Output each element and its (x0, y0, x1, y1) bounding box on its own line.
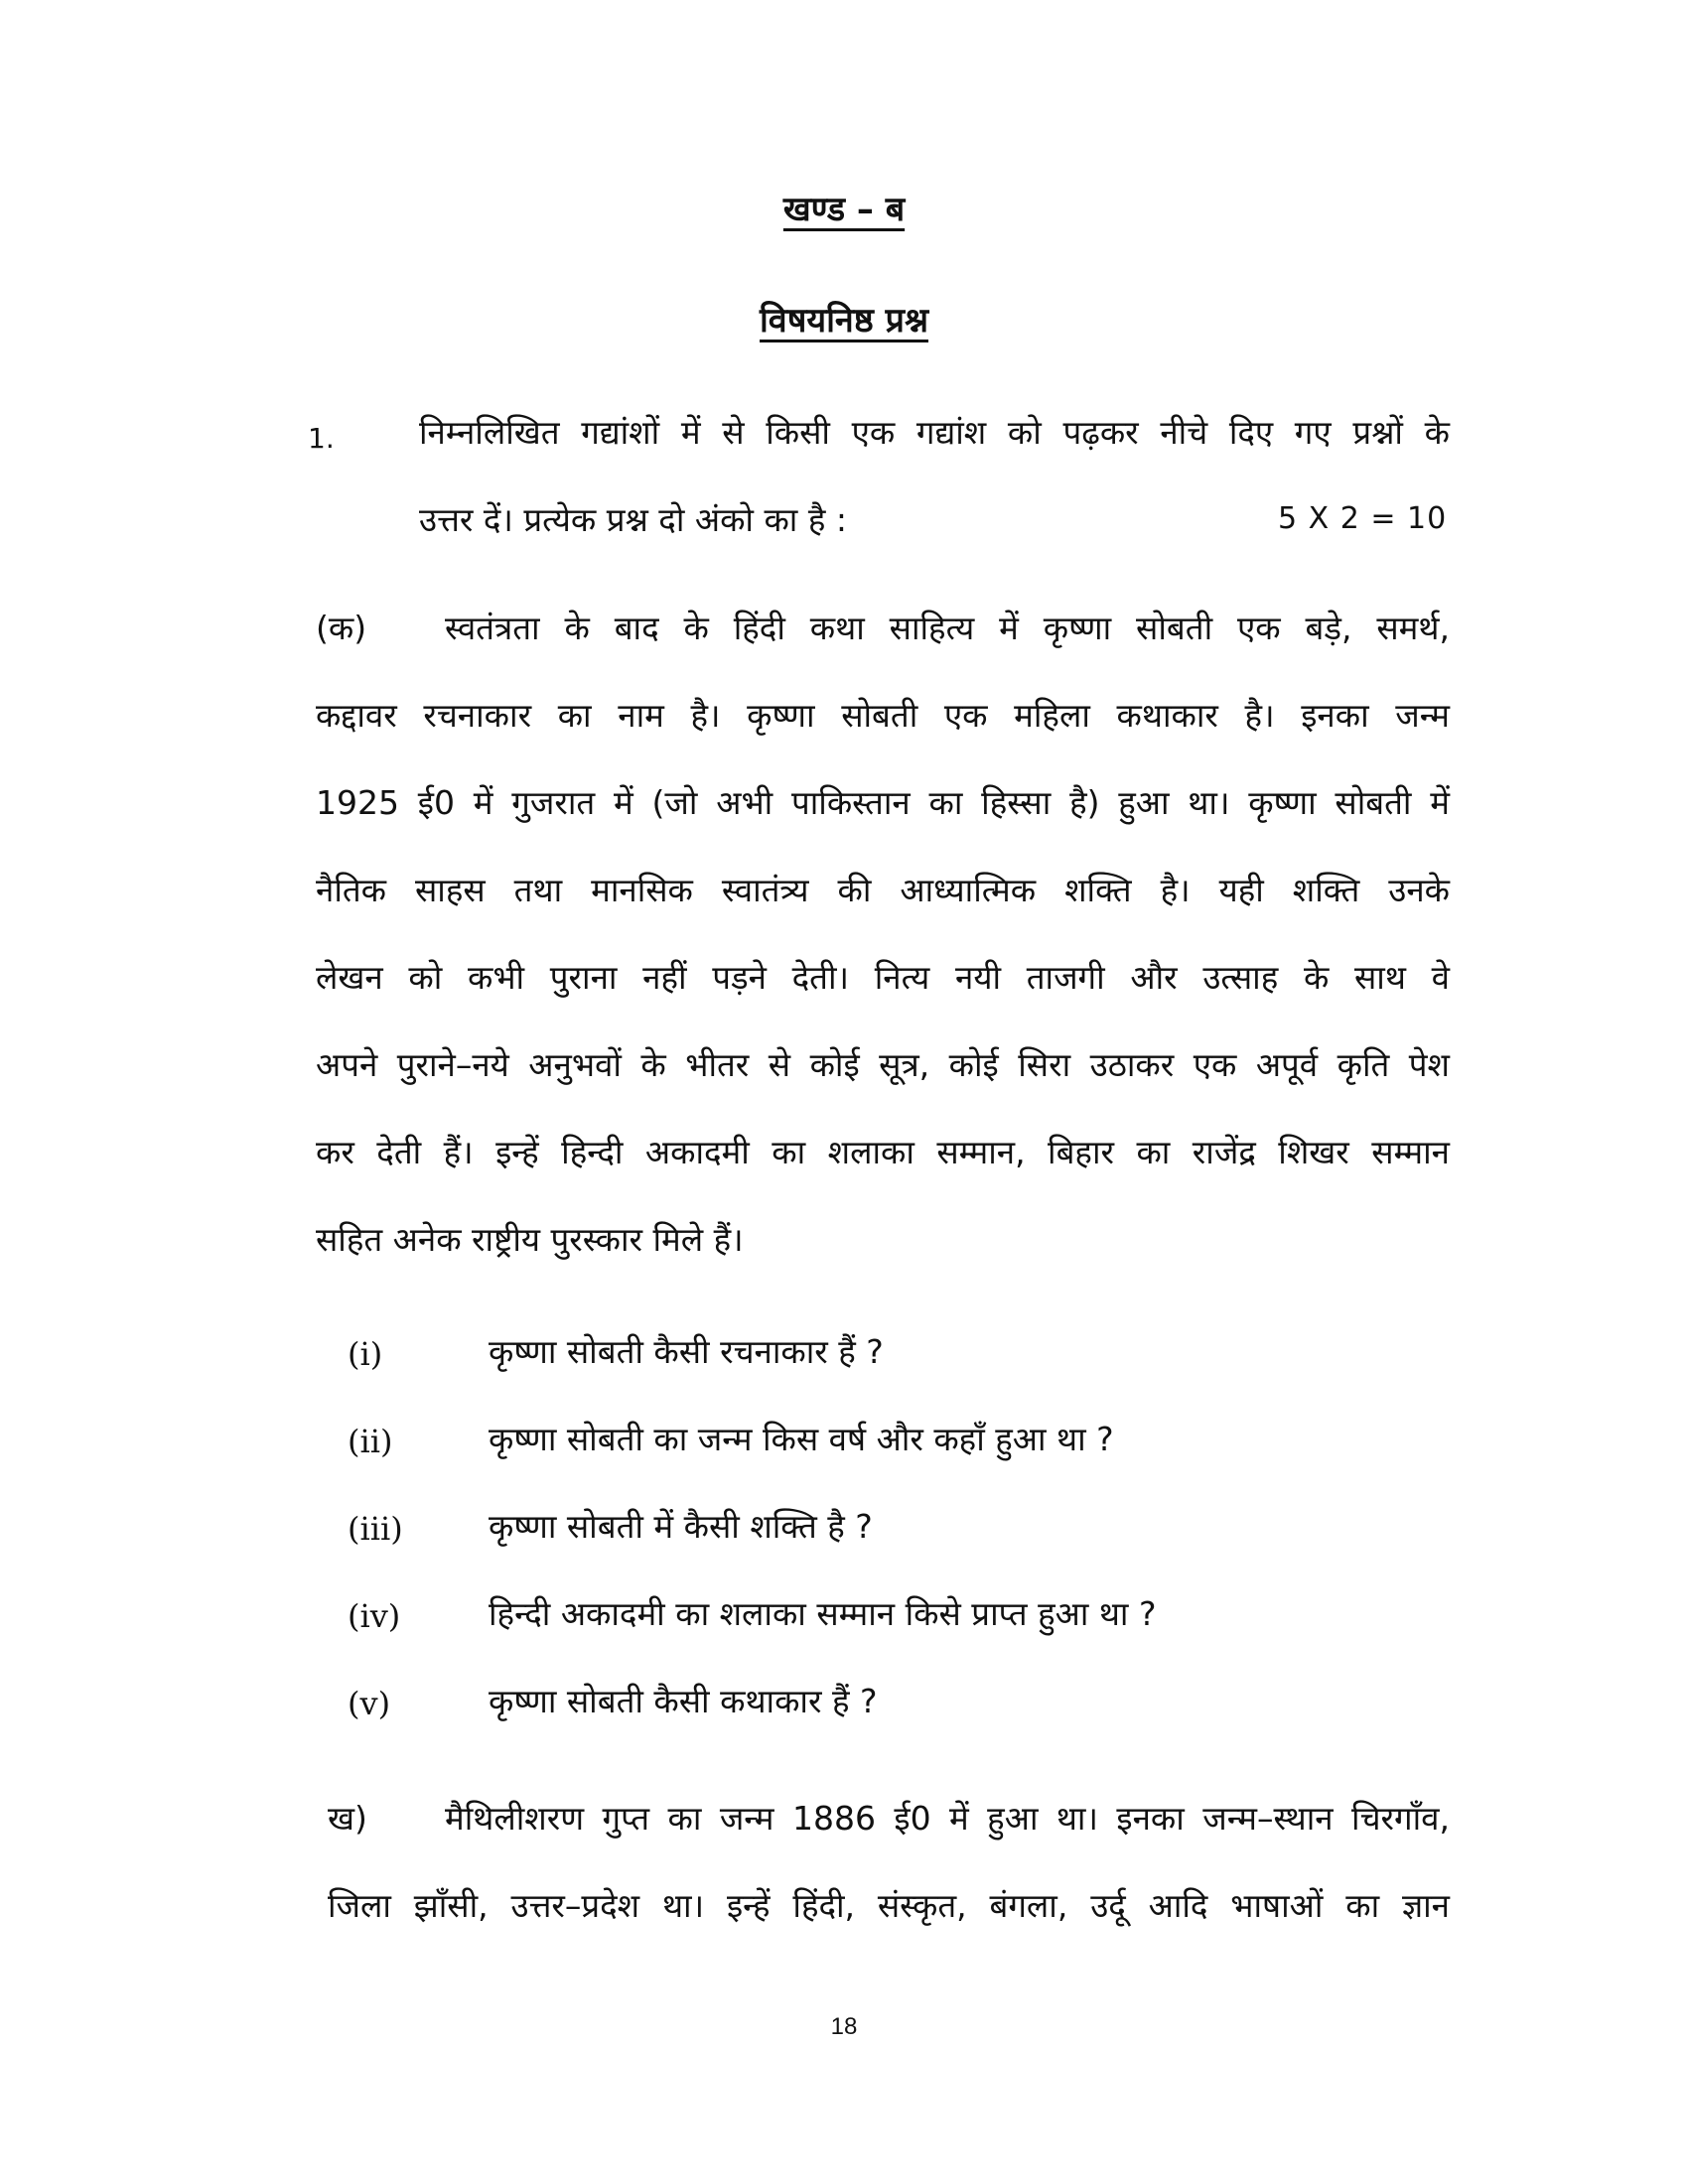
passage-a-line-8: सहित अनेक राष्ट्रीय पुरस्कार मिले हैं। (316, 1220, 744, 1259)
passage-b-label: ख) (328, 1799, 367, 1838)
sub-question-label-v: (v) (348, 1685, 391, 1722)
passage-a-line-1: स्वतंत्रता के बाद के हिंदी कथा साहित्य में कृष्णा सोबती एक बड़े, समर्थ, (445, 609, 1450, 647)
sub-question-label-iii: (iii) (348, 1510, 403, 1548)
passage-a-line-2: कद्दावर रचनाकार का नाम है। कृष्णा सोबती एक महिला कथाकार है। इनका जन्म (316, 696, 1450, 735)
question-instruction-line-2: उत्तर दें। प्रत्येक प्रश्न दो अंको का है : (419, 500, 847, 539)
section-heading: खण्ड – ब (782, 190, 906, 229)
question-instruction-line-1: निम्नलिखित गद्यांशों में से किसी एक गद्यांश को पढ़कर नीचे दिए गए प्रश्नों के (419, 413, 1450, 452)
sub-question-text-ii: कृष्णा सोबती का जन्म किस वर्ष और कहाँ हुआ था ? (489, 1420, 1114, 1458)
passage-a-line-5: लेखन को कभी पुराना नहीं पड़ने देती। नित्य नयी ताजगी और उत्साह के साथ वे (316, 958, 1450, 997)
sub-question-label-iv: (iv) (348, 1597, 401, 1635)
passage-a-label: (क) (316, 609, 367, 647)
sub-question-text-iii: कृष्णा सोबती में कैसी शक्ति है ? (489, 1507, 873, 1546)
marks-allocation: 5 X 2 = 10 (1278, 501, 1448, 536)
sub-question-label-i: (i) (348, 1335, 383, 1373)
sub-question-text-iv: हिन्दी अकादमी का शलाका सम्मान किसे प्राप्त हुआ था ? (489, 1594, 1157, 1633)
sub-question-text-v: कृष्णा सोबती कैसी कथाकार हैं ? (489, 1682, 878, 1720)
question-number: 1. (308, 422, 335, 455)
passage-a-line-6: अपने पुराने–नये अनुभवों के भीतर से कोई सूत्र, कोई सिरा उठाकर एक अपूर्व कृति पेश (316, 1045, 1450, 1084)
sub-question-label-ii: (ii) (348, 1423, 393, 1460)
passage-b-line-1: मैथिलीशरण गुप्त का जन्म 1886 ई0 में हुआ था। इनका जन्म–स्थान चिरगाँव, (445, 1799, 1450, 1838)
passage-b-line-2: जिला झाँसी, उत्तर–प्रदेश था। इन्हें हिंदी, संस्कृत, बंगला, उर्दू आदि भाषाओं का ज्ञान (328, 1886, 1450, 1925)
sub-question-text-i: कृष्णा सोबती कैसी रचनाकार हैं ? (489, 1332, 884, 1371)
subtitle-heading: विषयनिष्ठ प्रश्न (759, 301, 928, 341)
passage-a-line-3: 1925 ई0 में गुजरात में (जो अभी पाकिस्तान का हिस्सा है) हुआ था। कृष्णा सोबती में (316, 783, 1451, 822)
passage-a-line-7: कर देती हैं। इन्हें हिन्दी अकादमी का शलाका सम्मान, बिहार का राजेंद्र शिखर सम्मान (316, 1133, 1450, 1171)
page-number: 18 (830, 2013, 858, 2040)
passage-a-line-4: नैतिक साहस तथा मानसिक स्वातंत्र्य की आध्यात्मिक शक्ति है। यही शक्ति उनके (316, 871, 1450, 909)
